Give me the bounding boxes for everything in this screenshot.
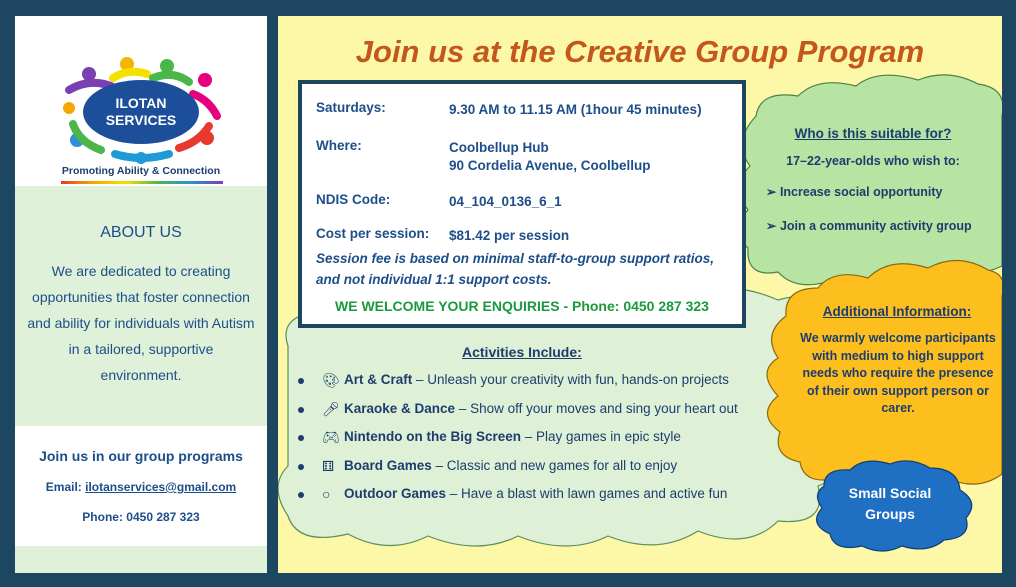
fee-note: Session fee is based on minimal staff-to-group support ratios, and not individual 1:1 support costs. bbox=[316, 251, 715, 287]
left-panel bbox=[15, 16, 267, 573]
rainbow-divider bbox=[61, 181, 223, 184]
additional-body: We warmly welcome participants with medium to high support needs who require the presence of their own support person or carer. bbox=[800, 331, 996, 415]
ndis-label: NDIS Code: bbox=[316, 192, 391, 207]
activity-desc: – Show off your moves and sing your heart out bbox=[455, 400, 738, 416]
who-bullet: ➢ Join a community activity group bbox=[766, 219, 972, 233]
program-title: Join us at the Creative Group Program bbox=[355, 34, 925, 69]
gamepad-icon: 🎮︎ bbox=[322, 429, 340, 445]
small-groups-line2: Groups bbox=[865, 506, 915, 522]
who-subtitle: 17–22-year-olds who wish to: bbox=[786, 154, 960, 168]
email-link[interactable]: ilotanservices@gmail.com bbox=[85, 480, 237, 494]
circle-icon: ○ bbox=[322, 486, 331, 502]
microphone-icon: 🎤︎ bbox=[322, 400, 340, 417]
bullet-icon bbox=[298, 492, 304, 498]
activity-desc: – Unleash your creativity with fun, hands-on projects bbox=[412, 372, 729, 387]
activity-name: Karaoke & Dance bbox=[344, 400, 456, 416]
cost-label: Cost per session: bbox=[316, 226, 430, 241]
small-groups-badge bbox=[814, 483, 966, 525]
activity-name: Art & Craft bbox=[344, 372, 413, 387]
email-label: Email: bbox=[45, 480, 86, 494]
about-section bbox=[15, 186, 267, 426]
saturdays-value: 9.30 AM to 11.15 AM (1hour 45 minutes) bbox=[449, 102, 702, 117]
bullet-icon bbox=[298, 435, 304, 441]
activity-name: Outdoor Games bbox=[344, 486, 447, 501]
additional-title: Additional Information: bbox=[822, 304, 972, 319]
activity-desc: – Have a blast with lawn games and active fun bbox=[446, 486, 728, 501]
logo-name-line2: SERVICES bbox=[105, 112, 177, 128]
activities-title: Activities Include: bbox=[462, 344, 582, 360]
join-phone: Phone: 0450 287 323 bbox=[82, 510, 200, 524]
activity-desc: – Classic and new games for all to enjoy bbox=[431, 457, 678, 473]
logo-name-line1: ILOTAN bbox=[115, 95, 167, 111]
logo-tagline: Promoting Ability & Connection bbox=[61, 165, 221, 177]
palette-icon: 🎨︎ bbox=[322, 372, 340, 388]
bullet-icon bbox=[298, 464, 304, 470]
who-title: Who is this suitable for? bbox=[794, 126, 952, 141]
ndis-value: 04_104_0136_6_1 bbox=[449, 194, 562, 209]
where-line1: Coolbellup Hub bbox=[449, 140, 549, 155]
join-email bbox=[15, 480, 267, 494]
activity-name: Board Games bbox=[344, 457, 432, 473]
join-section bbox=[15, 426, 267, 546]
small-groups-line1: Small Social bbox=[848, 485, 932, 501]
who-cloud bbox=[738, 75, 1002, 285]
left-footer-band bbox=[15, 546, 267, 573]
dice-icon: ⚅ bbox=[322, 457, 335, 474]
about-body: We are dedicated to creating opportunities that foster connection and ability for individuals with Autism in a tailored, supportive environment. bbox=[27, 263, 255, 383]
who-bullet: ➢ Increase social opportunity bbox=[766, 185, 943, 199]
about-heading: ABOUT US bbox=[100, 224, 182, 241]
cost-value: $81.42 per session bbox=[449, 228, 570, 243]
right-panel bbox=[278, 16, 1002, 573]
where-label: Where: bbox=[316, 138, 362, 153]
bullet-icon bbox=[298, 407, 304, 413]
logo-emblem-icon bbox=[59, 56, 223, 164]
activity-name: Nintendo on the Big Screen bbox=[344, 429, 522, 444]
enquiries-phone: WE WELCOME YOUR ENQUIRIES - Phone: 0450 287 323 bbox=[335, 298, 709, 314]
logo bbox=[15, 38, 267, 186]
arrow-bullet-icon: ➢ bbox=[766, 219, 780, 233]
activity-desc: – Play games in epic style bbox=[521, 429, 681, 444]
saturdays-label: Saturdays: bbox=[316, 100, 386, 115]
arrow-bullet-icon: ➢ bbox=[766, 185, 780, 199]
program-details-card bbox=[298, 80, 746, 328]
join-title: Join us in our group programs bbox=[39, 448, 243, 464]
bullet-icon bbox=[298, 378, 304, 384]
where-line2: 90 Cordelia Avenue, Coolbellup bbox=[449, 158, 651, 173]
